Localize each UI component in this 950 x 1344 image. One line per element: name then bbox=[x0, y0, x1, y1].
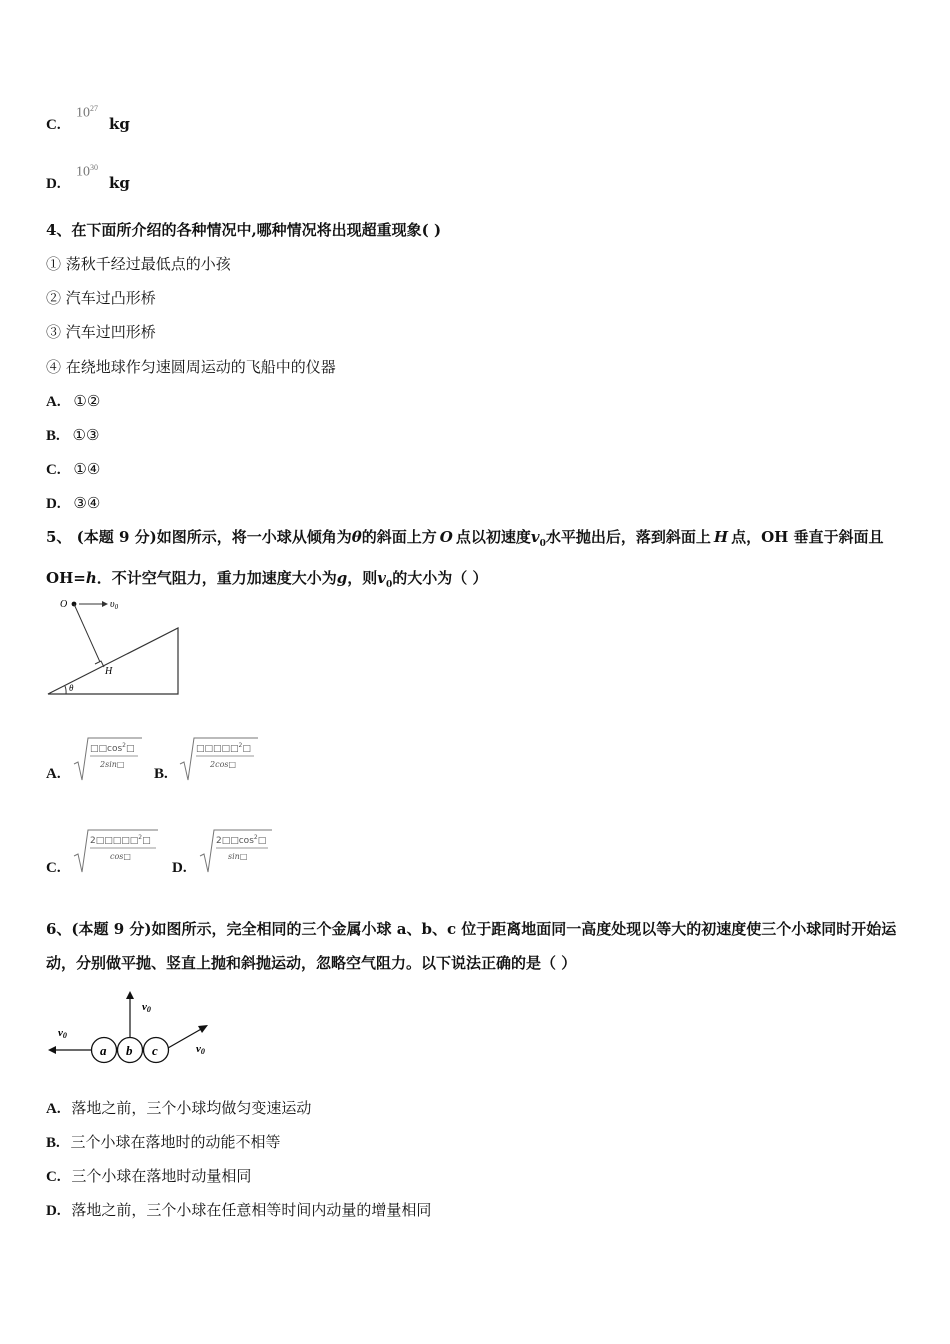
q4-option-c[interactable] bbox=[46, 459, 100, 480]
q5-option-d-formula bbox=[198, 826, 274, 876]
option-letter: A. bbox=[46, 394, 61, 410]
velocity-arrowhead bbox=[102, 601, 108, 607]
label-c: c bbox=[152, 1043, 158, 1058]
q4-option-b[interactable] bbox=[46, 425, 99, 446]
q4-option-a[interactable] bbox=[46, 391, 100, 412]
q5-option-c[interactable]: C. bbox=[46, 860, 61, 876]
theta-arc bbox=[65, 686, 66, 694]
option-text: 落地之前，三个小球在任意相等时间内动量的增量相同 bbox=[71, 1201, 432, 1219]
option-letter: A. bbox=[46, 1101, 61, 1117]
q4-item-2: ② 汽车过凸形桥 bbox=[46, 289, 156, 307]
label-b: b bbox=[126, 1043, 133, 1058]
option-text: 三个小球在落地时的动能不相等 bbox=[70, 1133, 281, 1151]
q5-incline-figure bbox=[44, 594, 184, 698]
q3-option-c-value bbox=[76, 104, 98, 122]
label-v: $\upsilon_0$ bbox=[110, 599, 119, 611]
q3-option-d[interactable] bbox=[46, 173, 61, 194]
denominator: cos□ bbox=[110, 852, 131, 861]
q6-balls-figure bbox=[44, 988, 219, 1066]
label-h: H bbox=[105, 666, 113, 677]
exponent: 27 bbox=[90, 104, 98, 113]
q3-option-d-value bbox=[76, 163, 98, 181]
option-text: 三个小球在落地时动量相同 bbox=[71, 1167, 252, 1185]
option-letter: C. bbox=[46, 117, 61, 133]
up-arrowhead bbox=[126, 991, 134, 999]
q4-stem: 4、在下面所介绍的各种情况中,哪种情况将出现超重现象( ) bbox=[46, 221, 442, 239]
oblique-arrowhead bbox=[198, 1025, 208, 1033]
option-text: ③④ bbox=[73, 494, 101, 512]
denominator: 2cos□ bbox=[210, 760, 237, 769]
option-letter: C. bbox=[46, 462, 61, 478]
numerator: □□□□□$^2$□ bbox=[196, 742, 251, 754]
q5-option-b-formula bbox=[178, 734, 260, 784]
oh-line bbox=[74, 604, 100, 662]
option-letter: B. bbox=[46, 428, 60, 444]
left-arrowhead bbox=[48, 1046, 56, 1054]
q3-option-d-unit: kg bbox=[109, 174, 130, 192]
label-v-left: v0 bbox=[58, 1027, 67, 1040]
option-letter: B. bbox=[46, 1135, 60, 1151]
label-a: a bbox=[100, 1043, 107, 1058]
option-letter: D. bbox=[46, 176, 61, 192]
q6-option-d[interactable] bbox=[46, 1200, 431, 1221]
q5-option-a-formula bbox=[72, 734, 144, 784]
denominator: sin□ bbox=[228, 852, 248, 861]
label-theta: θ bbox=[69, 683, 74, 693]
q4-item-3: ③ 汽车过凹形桥 bbox=[46, 323, 156, 341]
label-v-right: v0 bbox=[196, 1043, 205, 1056]
q3-option-c-unit: kg bbox=[109, 115, 130, 133]
numerator: $□□\cos^2□$ bbox=[90, 742, 135, 754]
q5-option-c-formula bbox=[72, 826, 162, 876]
label-o: O bbox=[60, 599, 68, 610]
q4-option-d[interactable] bbox=[46, 493, 100, 514]
q6-option-b[interactable] bbox=[46, 1132, 281, 1153]
q3-option-c[interactable] bbox=[46, 114, 61, 135]
q5-option-b[interactable]: B. bbox=[154, 766, 168, 782]
q6-option-a[interactable] bbox=[46, 1098, 311, 1119]
base: 10 bbox=[76, 105, 90, 121]
option-text: ①② bbox=[73, 392, 101, 410]
option-text: ①④ bbox=[73, 460, 101, 478]
option-text: 落地之前，三个小球均做匀变速运动 bbox=[71, 1099, 312, 1117]
option-text: ①③ bbox=[72, 426, 100, 444]
q5-option-d[interactable]: D. bbox=[172, 860, 187, 876]
q5-option-a[interactable]: A. bbox=[46, 766, 61, 782]
incline-triangle bbox=[48, 628, 178, 694]
option-letter: D. bbox=[46, 496, 61, 512]
q5-stem: 5、 (本题 9 分)如图所示，将一小球从倾角为θ的斜面上方 O 点以初速度$v_0$水平抛出后，落到斜面上 H 点，OH 垂直于斜面且 OH=h．不计空气阻力，重力加速度大小为g，则$v_0$的大小为（ ） bbox=[46, 528, 884, 590]
q4-item-1: ① 荡秋千经过最低点的小孩 bbox=[46, 255, 231, 273]
q6-stem: 6、(本题 9 分)如图所示，完全相同的三个金属小球 a、b、c 位于距离地面同一高度处现以等大的初速度使三个小球同时开始运动，分别做平抛、竖直上抛和斜抛运动，忽略空气阻力。以下说法正确的是（ ） bbox=[46, 920, 897, 972]
base: 10 bbox=[76, 164, 90, 180]
denominator: 2sin□ bbox=[100, 760, 125, 769]
option-letter: C. bbox=[46, 1169, 61, 1185]
q6-option-c[interactable] bbox=[46, 1166, 251, 1187]
numerator: $2□□\cos^2□$ bbox=[216, 834, 267, 846]
q4-item-4: ④ 在绕地球作匀速圆周运动的飞船中的仪器 bbox=[46, 358, 336, 376]
numerator: 2□□□□□$^2$□ bbox=[90, 834, 151, 846]
exponent: 30 bbox=[90, 163, 98, 172]
option-letter: D. bbox=[46, 1203, 61, 1219]
label-v-up: v0 bbox=[142, 1001, 151, 1014]
